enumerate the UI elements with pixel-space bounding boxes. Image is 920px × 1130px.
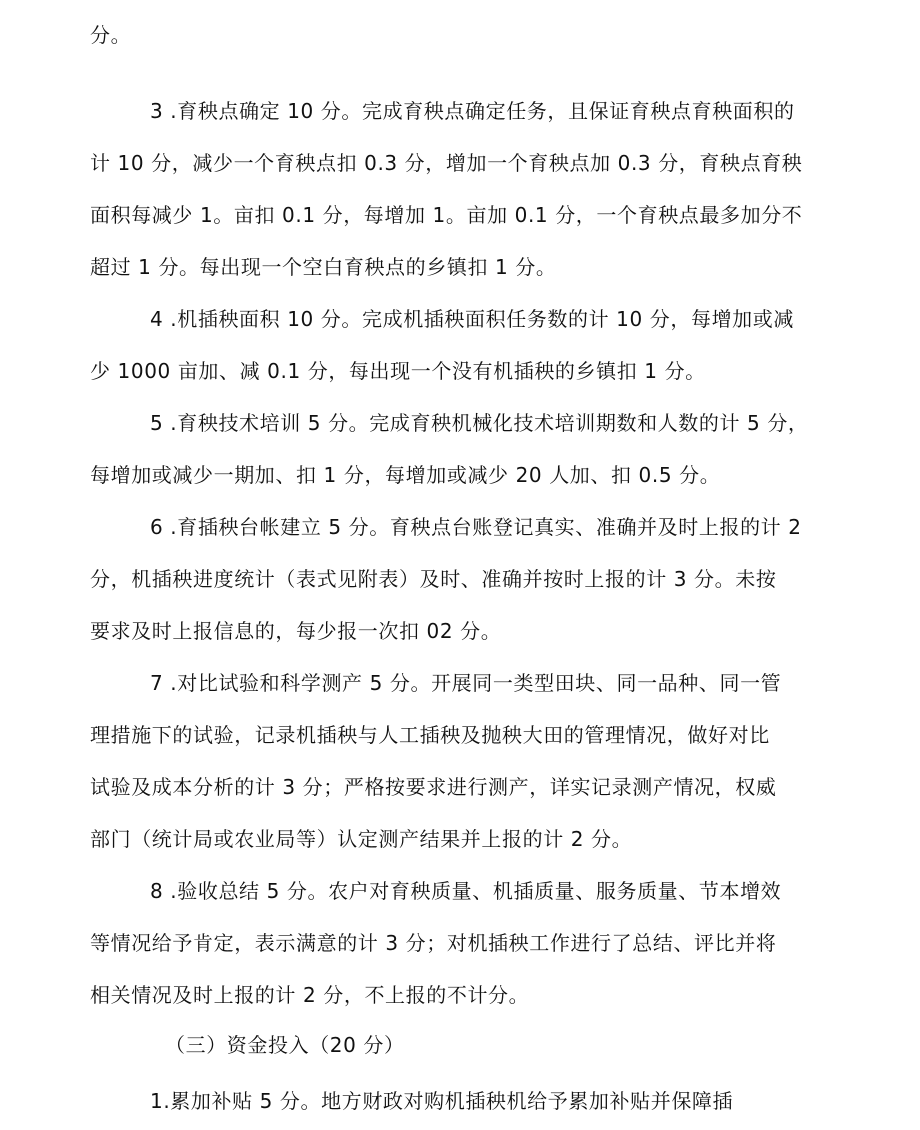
- text-line: 每增加或减少一期加、扣 1 分，每增加或减少 20 人加、扣 0.5 分。: [90, 463, 721, 487]
- text-line: 6 .育插秧台帐建立 5 分。育秧点台账登记真实、准确并及时上报的计 2: [150, 515, 802, 539]
- text-line: 超过 1 分。每出现一个空白育秧点的乡镇扣 1 分。: [90, 255, 557, 279]
- text-line: 少 1000 亩加、减 0.1 分，每出现一个没有机插秧的乡镇扣 1 分。: [90, 359, 706, 383]
- text-line: 要求及时上报信息的，每少报一次扣 02 分。: [90, 619, 502, 643]
- text-line: 3 .育秧点确定 10 分。完成育秧点确定任务，且保证育秧点育秧面积的: [150, 99, 795, 123]
- text-line: 8 .验收总结 5 分。农户对育秧质量、机插质量、服务质量、节本增效: [150, 879, 782, 903]
- text-line: 分。: [90, 23, 132, 47]
- text-line: 4 .机插秧面积 10 分。完成机插秧面积任务数的计 10 分，每增加或减: [150, 307, 794, 331]
- text-line: 部门（统计局或农业局等）认定测产结果并上报的计 2 分。: [90, 827, 633, 851]
- section-heading: （三）资金投入（20 分）: [165, 1033, 405, 1057]
- text-line: 7 .对比试验和科学测产 5 分。开展同一类型田块、同一品种、同一管: [150, 671, 782, 695]
- text-line: 计 10 分，减少一个育秧点扣 0.3 分，增加一个育秧点加 0.3 分，育秧点育秧: [90, 151, 803, 175]
- text-line: 1.累加补贴 5 分。地方财政对购机插秧机给予累加补贴并保障插: [150, 1089, 734, 1113]
- text-line: 等情况给予肯定，表示满意的计 3 分；对机插秧工作进行了总结、评比并将: [90, 931, 777, 955]
- text-line: 试验及成本分析的计 3 分；严格按要求进行测产，详实记录测产情况，权威: [90, 775, 777, 799]
- text-line: 5 .育秧技术培训 5 分。完成育秧机械化技术培训期数和人数的计 5 分，: [150, 411, 809, 435]
- text-line: 理措施下的试验，记录机插秧与人工插秧及抛秧大田的管理情况，做好对比: [90, 723, 770, 747]
- text-line: 分，机插秧进度统计（表式见附表）及时、准确并按时上报的计 3 分。未按: [90, 567, 777, 591]
- text-line: 相关情况及时上报的计 2 分，不上报的不计分。: [90, 983, 530, 1007]
- text-line: 面积每减少 1。亩扣 0.1 分，每增加 1。亩加 0.1 分，一个育秧点最多加分不: [90, 203, 803, 227]
